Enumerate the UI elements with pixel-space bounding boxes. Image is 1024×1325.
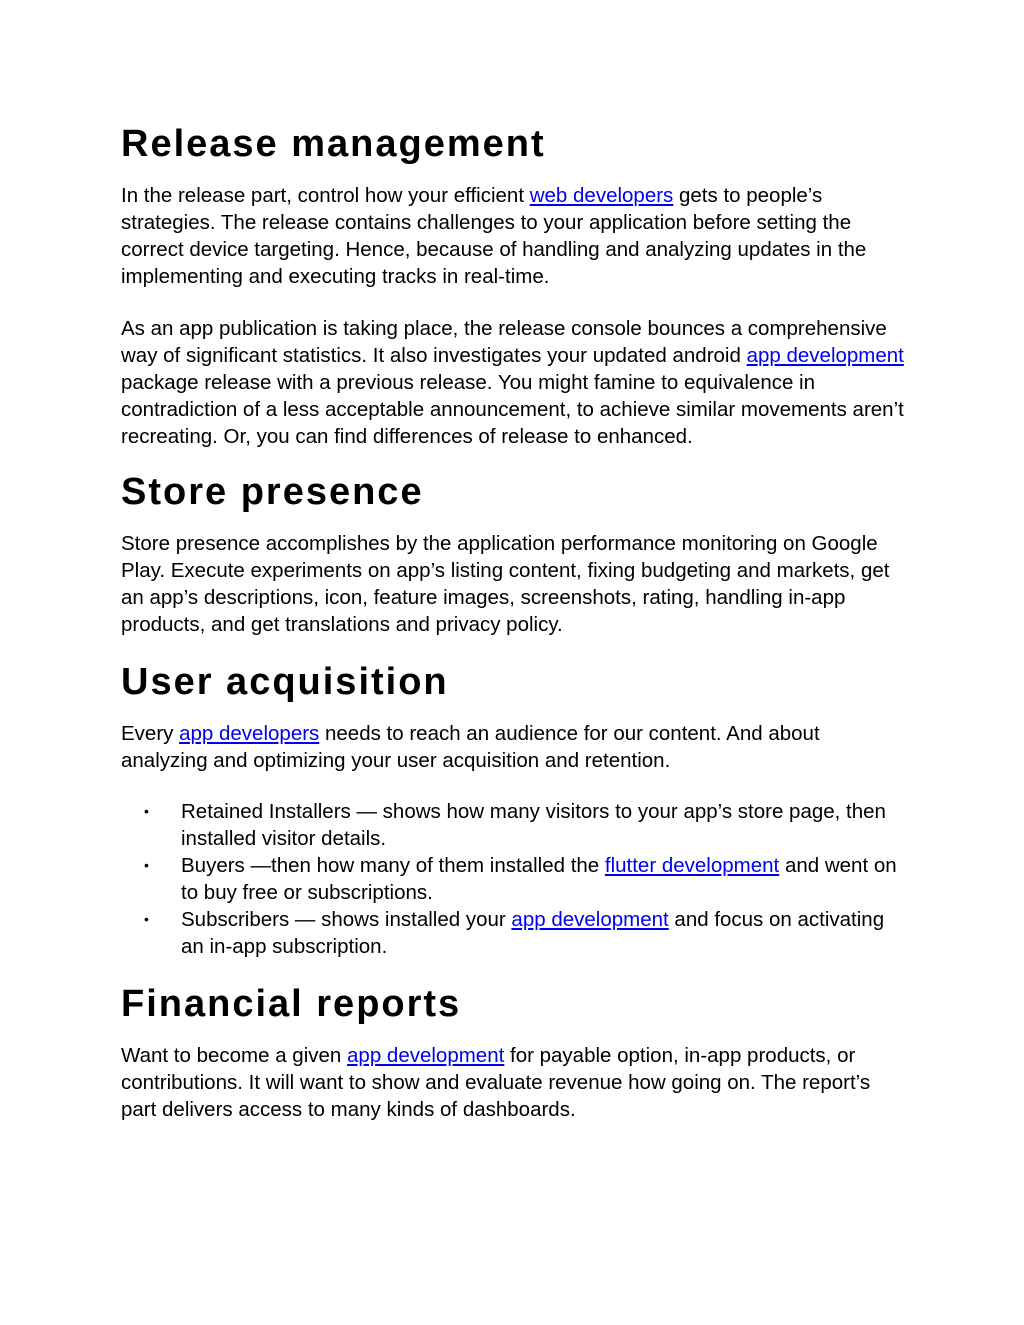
link-flutter-development[interactable]: flutter development xyxy=(604,854,780,877)
text-segment: Buyers —then how many of them installed the xyxy=(181,854,605,877)
link-app-development[interactable]: app development xyxy=(511,908,669,931)
paragraph-user-1 xyxy=(121,720,911,774)
bullet-list xyxy=(121,798,911,960)
bullet-icon: • xyxy=(144,857,149,873)
list-item xyxy=(144,798,911,852)
text-segment: As an app publication is taking place, the release console bounces a comprehensive way of significant statistics. It also investigates your updated android xyxy=(121,317,887,367)
text-segment: and focus on activating an in-app subscription. xyxy=(181,908,885,958)
paragraph-financial-1 xyxy=(121,1042,911,1123)
text-segment: Retained Installers — shows how many visitors to your app’s store page, then installed visitor details. xyxy=(181,800,886,850)
text-segment: gets to people’s strategies. The release contains challenges to your application before setting the correct device targeting. Hence, because of handling and analyzing updates in the implementing and executing tracks in real-time. xyxy=(121,184,867,288)
text-segment: Every xyxy=(121,722,180,745)
link-app-developers[interactable]: app developers xyxy=(179,722,320,745)
text-segment: Want to become a given xyxy=(121,1044,348,1067)
text-segment: for payable option, in-app products, or contributions. It will want to show and evaluate revenue how going on. The report’s part delivers access to many kinds of dashboards. xyxy=(121,1044,871,1121)
heading-store-presence: Store presence xyxy=(121,471,424,513)
link-web-developers[interactable]: web developers xyxy=(529,184,674,207)
section-financial-reports xyxy=(121,980,911,1123)
paragraph-store-1: Store presence accomplishes by the application performance monitoring on Google Play. Execute experiments on app’s listing content, fixing budgeting and markets, get an app’s descriptions, icon, feature images, screenshots, rating, handling in-app products, and get translations and privacy policy. xyxy=(121,532,890,636)
list-item xyxy=(144,852,911,906)
heading-user-acquisition: User acquisition xyxy=(121,661,449,703)
section-store-presence xyxy=(121,468,911,638)
bullet-icon: • xyxy=(144,803,149,819)
text-segment: In the release part, control how your efficient xyxy=(121,184,530,207)
paragraph-release-1 xyxy=(121,182,911,290)
text-segment: package release with a previous release. You might famine to equivalence in contradiction of a less acceptable announcement, to achieve similar movements aren’t recreating. Or, you can find differences of release to enhanced. xyxy=(121,371,904,448)
link-app-development[interactable]: app development xyxy=(347,1044,505,1067)
link-app-development[interactable]: app development xyxy=(746,344,904,367)
list-item xyxy=(144,906,911,960)
bullet-icon: • xyxy=(144,911,149,927)
text-segment: needs to reach an audience for our content. And about analyzing and optimizing your user acquisition and retention. xyxy=(121,722,820,772)
heading-release-management: Release management xyxy=(121,123,546,165)
document-page xyxy=(121,120,911,1148)
text-segment: Subscribers — shows installed your xyxy=(181,908,512,931)
section-user-acquisition xyxy=(121,658,911,960)
section-release-management xyxy=(121,120,911,450)
heading-financial-reports: Financial reports xyxy=(121,983,462,1025)
text-segment: and went on to buy free or subscriptions. xyxy=(181,854,897,904)
paragraph-release-2 xyxy=(121,315,911,450)
